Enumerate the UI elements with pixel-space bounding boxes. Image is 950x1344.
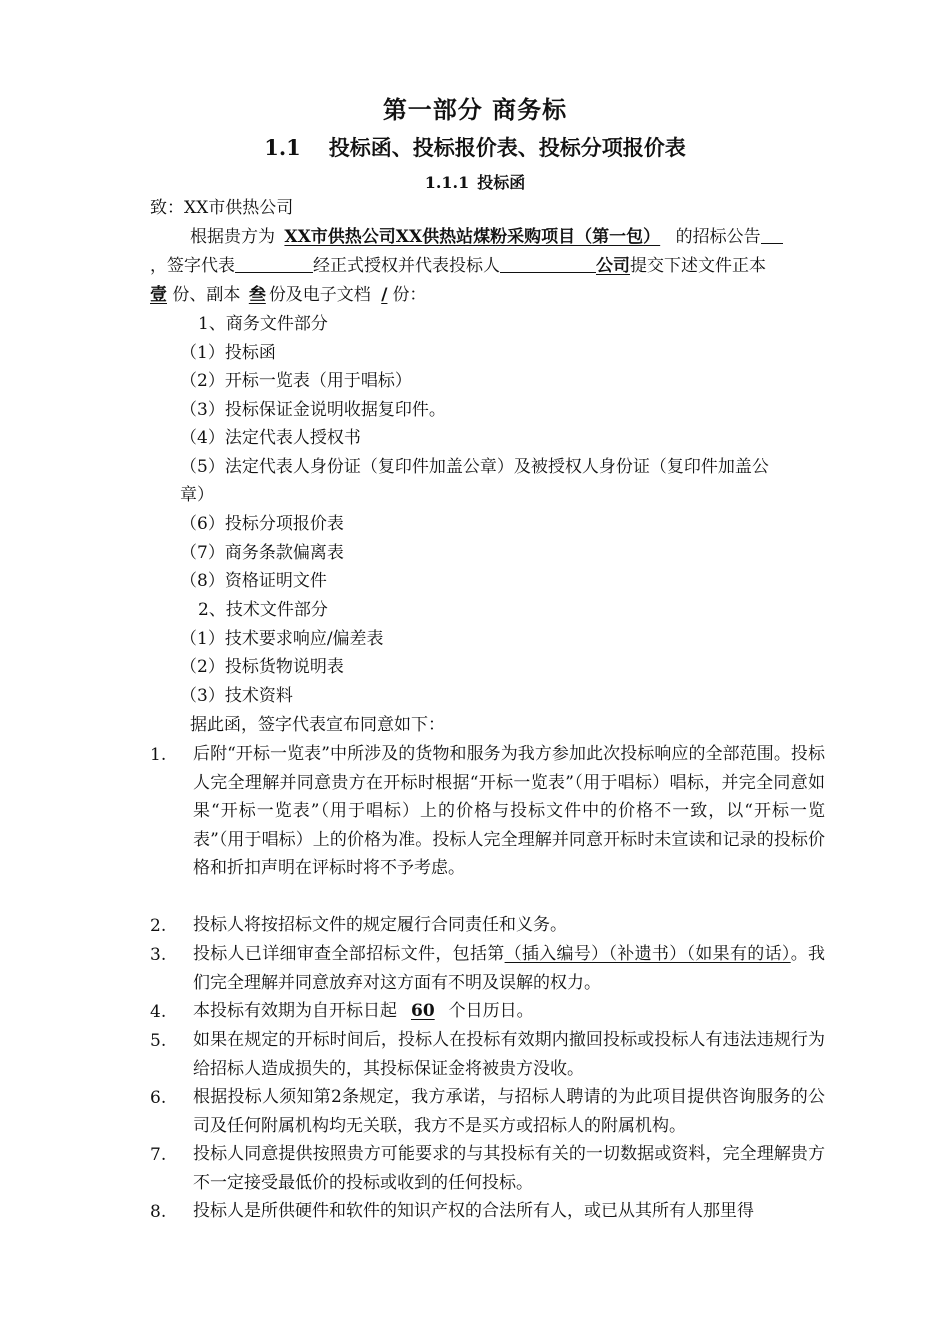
clause-number: 2. <box>150 916 167 936</box>
announcement-blank <box>761 225 783 244</box>
business-item: （5）法定代表人身份证（复印件加盖公章）及被授权人身份证（复印件加盖公 <box>180 457 769 477</box>
business-section-header: 1、商务文件部分 <box>198 314 328 334</box>
part-heading: 第一部分 商务标 <box>382 95 568 124</box>
intro-text-5: 提交下述文件正本 <box>630 256 766 276</box>
clause-number: 6. <box>150 1088 167 1108</box>
business-item: （1）投标函 <box>180 343 276 363</box>
clause-text: 投标人是所供硬件和软件的知识产权的合法所有人，或已从其所有人那里得 <box>193 1201 754 1221</box>
clause-text-after: 。我们完全理解并同意放弃对这方面有不明及误解的权力。 <box>193 944 825 993</box>
clause-number: 7. <box>150 1145 167 1165</box>
section-title: 投标函、投标报价表、投标分项报价表 <box>328 135 686 160</box>
business-item: （6）投标分项报价表 <box>180 514 344 534</box>
technical-item: （1）技术要求响应/偏差表 <box>180 629 384 649</box>
project-name: XX市供热公司XX供热站煤粉采购项目（第一包） <box>284 227 661 247</box>
intro-text-1: 根据贵方为 <box>190 227 275 247</box>
business-item: （7）商务条款偏离表 <box>180 543 344 563</box>
business-item: （8）资格证明文件 <box>180 571 327 591</box>
addendum-reference: （插入编号）（补遗书）（如果有的话） <box>504 944 791 964</box>
subsection-number: 1.1.1 <box>424 173 470 192</box>
intro-text-6: 份、副本 <box>172 285 241 305</box>
business-item: （3）投标保证金说明收据复印件。 <box>180 400 446 420</box>
intro-line-1 <box>190 225 783 249</box>
clause-number: 8. <box>150 1202 167 1222</box>
clause-text: 投标人同意提供按照贵方可能要求的与其投标有关的一切数据或资料，完全理解贵方不一定接受最低价的投标或收到的任何投标。 <box>193 1144 825 1193</box>
intro-line-2 <box>150 254 766 278</box>
intro-line-3 <box>150 283 426 307</box>
intro-text-7: 份及电子文档 <box>268 285 371 305</box>
business-item: （4）法定代表人授权书 <box>180 428 361 448</box>
intro-text-4: 经正式授权并代表投标人 <box>313 256 500 276</box>
addressee-line: 致：XX市供热公司 <box>150 198 294 218</box>
business-item-continued: 章） <box>180 485 214 505</box>
signatory-blank <box>235 254 313 273</box>
clause-text-after: 个日历日。 <box>448 1001 534 1021</box>
clause-text-before: 投标人已详细审查全部招标文件，包括第 <box>193 944 505 964</box>
declaration-intro: 据此函，签字代表宣布同意如下： <box>190 715 445 735</box>
business-item: （2）开标一览表（用于唱标） <box>180 371 412 391</box>
clause-number: 1. <box>150 745 167 765</box>
clause-number: 3. <box>150 945 167 965</box>
section-heading <box>0 132 950 162</box>
company-suffix: 公司 <box>596 256 630 276</box>
bidder-blank <box>500 254 596 273</box>
clause-text: 根据投标人须知第2条规定，我方承诺，与招标人聘请的为此项目提供咨询服务的公司及任何附属机构均无关联，我方不是买方或招标人的附属机构。 <box>193 1087 825 1136</box>
intro-text-2: 的招标公告 <box>675 227 761 247</box>
validity-days: 60 <box>411 1001 435 1021</box>
clause-text <box>193 940 825 997</box>
clause-text: 投标人将按招标文件的规定履行合同责任和义务。 <box>193 915 567 935</box>
subsection-title: 投标函 <box>477 173 526 192</box>
intro-text-3: ，签字代表 <box>150 256 235 276</box>
section-number: 1.1 <box>264 135 301 160</box>
clause-number: 4. <box>150 1002 167 1022</box>
clause-number: 5. <box>150 1031 167 1051</box>
clause-text: 后附“开标一览表”中所涉及的货物和服务为我方参加此次投标响应的全部范围。投标人完全理解并同意贵方在开标时根据“开标一览表”（用于唱标）唱标，并完全同意如果“开标一览表”（用于唱标）上的价格与投标文件中的价格不一致，以“开标一览表”（用于唱标）上的价格为准。投标人完全理解并同意开标时未宣读和记录的投标价格和折扣声明在评标时将不予考虑。 <box>193 744 825 879</box>
electronic-count: / <box>381 285 388 305</box>
technical-section-header: 2、技术文件部分 <box>198 600 328 620</box>
intro-text-8: 份： <box>392 285 427 305</box>
technical-item: （3）技术资料 <box>180 686 293 706</box>
clause-text <box>193 997 825 1026</box>
technical-item: （2）投标货物说明表 <box>180 657 344 677</box>
copy-count: 叁 <box>248 285 266 305</box>
original-count: 壹 <box>150 285 167 305</box>
clause-text: 如果在规定的开标时间后，投标人在投标有效期内撤回投标或投标人有违法违规行为给招标人造成损失的，其投标保证金将被贵方没收。 <box>193 1030 825 1079</box>
subsection-heading <box>0 170 950 193</box>
clause-text-before: 本投标有效期为自开标日起 <box>193 1001 397 1021</box>
